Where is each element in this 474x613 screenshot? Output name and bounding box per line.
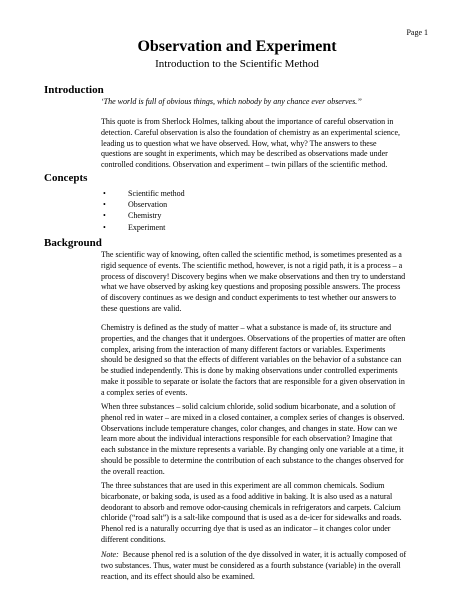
text-line: reaction, and its effect should also be examined.	[101, 571, 255, 581]
text-line: the overall reaction.	[101, 466, 165, 476]
document-title: Observation and Experiment	[137, 38, 337, 55]
text-line: Observations include temperature changes, color changes, and changes in state. How can we	[101, 423, 398, 433]
text-line: detection. Careful observation is also the foundation of chemistry as an experimental science,	[101, 127, 401, 137]
text-line: should be possible to determine the contribution of each substance to the changes observed for	[101, 455, 404, 465]
bullet-icon: •	[103, 222, 106, 232]
background-paragraph-4	[101, 481, 433, 546]
list-item-label: Scientific method	[128, 189, 185, 198]
text-line	[101, 550, 433, 561]
list-item-label: Chemistry	[128, 211, 162, 221]
list-item	[101, 199, 185, 210]
text-line: chloride (“road salt”) is a salt-like compound that is used as a de-icer for sidewalks and roads.	[101, 513, 402, 523]
text-line: of discovery continues as we design and conduct experiments to test whether our answers to	[101, 293, 397, 303]
text-line: two substances. Thus, water must be considered as a fourth substance (variable) in the overall	[101, 560, 401, 570]
list-item-label: Experiment	[128, 222, 166, 232]
text-line: phenol red in water – are mixed in a closed container, a complex series of changes is observed.	[101, 412, 405, 422]
text-line: bicarbonate, or baking soda, is used as a food additive in baking. It is also used as a natural	[101, 491, 393, 501]
text-line: Phenol red is a naturally occurring dye that is used as an indicator – it changes color under	[101, 524, 391, 534]
list-item	[101, 222, 185, 233]
page-number: Page 1	[406, 28, 428, 37]
text-line: controlled conditions. Observation and experiment – twin pillars of the scientific method.	[101, 160, 388, 170]
text-line: each substance in the mixture represents a variable. By changing only one variable at a time, it	[101, 445, 404, 455]
list-item-label: Observation	[128, 200, 168, 210]
background-paragraph-1	[101, 250, 433, 315]
note-text: Because phenol red is a solution of the dye dissolved in water, it is actually composed of	[118, 550, 407, 559]
list-item	[101, 210, 185, 221]
text-line: This quote is from Sherlock Holmes, talking about the importance of careful observation in	[101, 117, 394, 126]
text-line: process of discovery! Discovery begins when we make observations and then try to understand	[101, 271, 406, 281]
concepts-heading: Concepts	[44, 172, 88, 184]
bullet-icon: •	[103, 189, 106, 198]
concepts-list	[101, 188, 185, 233]
text-line: properties, and the changes that it undergoes. Observations of the properties of matter are often	[101, 333, 406, 343]
background-note	[101, 550, 433, 582]
text-line: learn more about the individual interactions responsible for each observation? Imagine that	[101, 434, 393, 444]
text-line: make it possible to separate or isolate the factors that are responsible for a given observation in	[101, 376, 405, 386]
text-line: questions are sought in experiments, which may be described as observations made under	[101, 149, 388, 159]
text-line: deodorant to absorb and remove odor-causing chemicals in refrigerators and carpets. Calcium	[101, 502, 401, 512]
text-line: should be designed so that the effects of different variables on the behavior of a substance can	[101, 355, 402, 365]
sherlock-quote: ‘The world is full of obvious things, which nobody by any chance ever observes.’’	[101, 97, 362, 106]
text-line: a complex series of events.	[101, 387, 188, 397]
bullet-icon: •	[103, 211, 106, 221]
background-paragraph-2	[101, 323, 433, 399]
text-line: different conditions.	[101, 534, 166, 544]
bullet-icon: •	[103, 200, 106, 210]
text-line: The three substances that are used in this experiment are all common chemicals. Sodium	[101, 481, 385, 490]
text-line: rigid sequence of events. The scientific method, however, is not a rigid path, it is a process – a	[101, 260, 403, 270]
note-label: Note:	[101, 550, 119, 559]
text-line: be studied independently. This is done by making observations under controlled experiments	[101, 366, 398, 376]
background-heading: Background	[44, 237, 102, 249]
introduction-heading: Introduction	[44, 84, 104, 96]
text-line: these questions are valid.	[101, 303, 182, 313]
text-line: leading us to question what we have observed. How, what, why? The answers to these	[101, 138, 377, 148]
text-line: what we have observed by asking key questions and proposing possible answers. The process	[101, 282, 401, 292]
text-line: Chemistry is defined as the study of matter – what a substance is made of, its structure and	[101, 323, 392, 332]
text-line: The scientific way of knowing, often called the scientific method, is sometimes presented as a	[101, 250, 402, 259]
text-line: When three substances – solid calcium chloride, solid sodium bicarbonate, and a solution of	[101, 402, 396, 411]
introduction-paragraph	[101, 117, 433, 171]
background-paragraph-3	[101, 402, 433, 478]
list-item	[101, 188, 185, 199]
text-line: complex, arising from the interaction of many different factors or variables. Experiments	[101, 344, 386, 354]
document-subtitle: Introduction to the Scientific Method	[155, 58, 319, 70]
